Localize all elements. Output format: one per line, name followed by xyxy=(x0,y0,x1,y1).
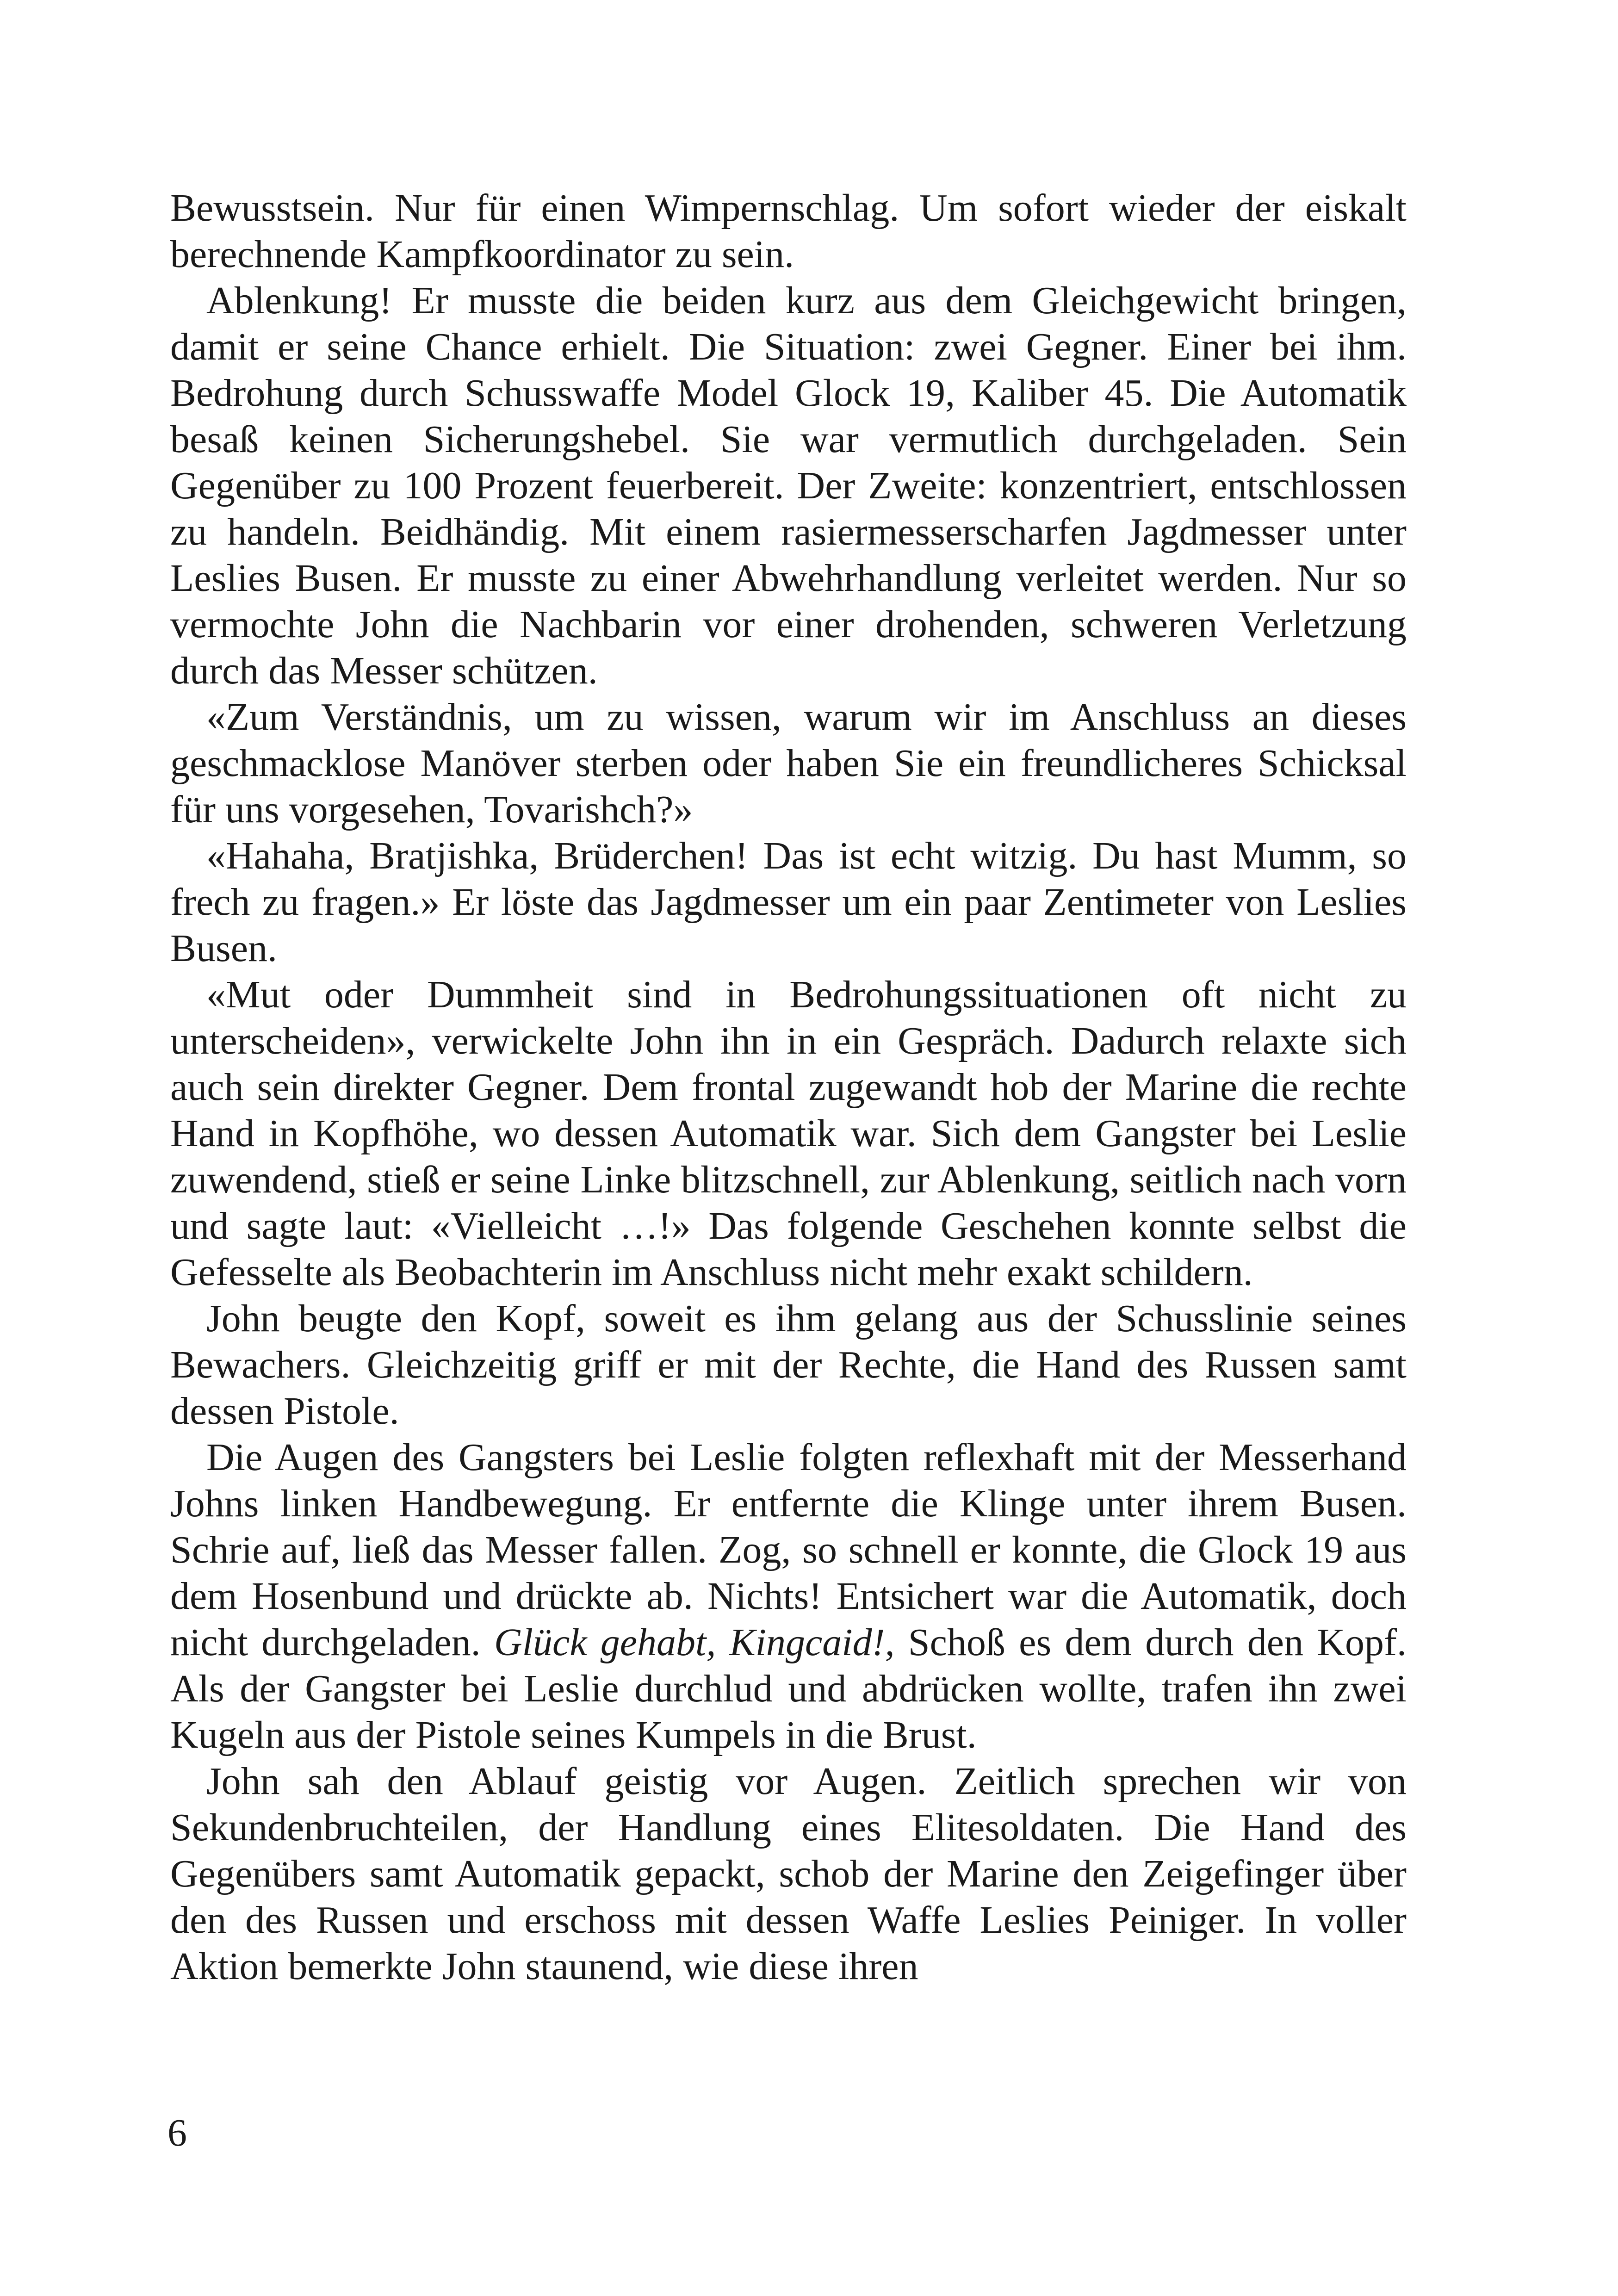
paragraph-5: «Mut oder Dummheit sind in Bedrohungssituationen oft nicht zu unterscheiden», verwickelte John ihn in ein Gespräch. Dadurch relaxte sich auch sein direkter Gegner. Dem frontal zugewandt hob der Marine die rechte Hand in Kopfhöhe, wo dessen Automatik war. Sich dem Gangster bei Leslie zuwendend, stieß er seine Linke blitzschnell, zur Ablenkung, seitlich nach vorn und sagte laut: «Vielleicht …!» Das folgende Geschehen konnte selbst die Gefesselte als Beobachterin im Anschluss nicht mehr exakt schildern. xyxy=(170,973,1407,1294)
paragraph-3: «Zum Verständnis, um zu wissen, warum wir im Anschluss an dieses geschmacklose Manöver sterben oder haben Sie ein freundlicheres Schicksal für uns vorgesehen, Tovarishch?» xyxy=(170,695,1407,831)
paragraph-7-text-before: Die Augen des Gangsters bei Leslie folgten reflexhaft mit der Messerhand Johns linken Handbewegung. Er entfernte die Klinge unter ihrem Busen. Schrie auf, ließ das Messer fallen. Zog, so schnell er konnte, die Glock 19 aus dem Hosenbund und drückte ab. Nichts! Entsichert war die Automatik, doch nicht durchgeladen. xyxy=(170,1436,1407,1664)
paragraph-4: «Hahaha, Bratjishka, Brüderchen! Das ist echt witzig. Du hast Mumm, so frech zu fragen.» Er löste das Jagdmesser um ein paar Zentimeter von Leslies Busen. xyxy=(170,834,1407,970)
paragraph-2: Ablenkung! Er musste die beiden kurz aus dem Gleichgewicht bringen, damit er seine Chance erhielt. Die Situation: zwei Gegner. Einer bei ihm. Bedrohung durch Schusswaffe Model Glock 19, Kaliber 45. Die Automatik besaß keinen Sicherungshebel. Sie war vermutlich durchgeladen. Sein Gegenüber zu 100 Prozent feuerbereit. Der Zweite: konzentriert, entschlossen zu handeln. Beidhändig. Mit einem rasiermesserscharfen Jagdmesser unter Leslies Busen. Er musste zu einer Abwehrhandlung verleitet werden. Nur so vermochte John die Nachbarin vor einer drohenden, schweren Verletzung durch das Messer schützen. xyxy=(170,279,1407,692)
paragraph-7-italic-thought: Glück gehabt, Kingcaid!, xyxy=(494,1621,895,1664)
paragraph-6: John beugte den Kopf, soweit es ihm gelang aus der Schusslinie seines Bewachers. Gleichzeitig griff er mit der Rechte, die Hand des Russen samt dessen Pistole. xyxy=(170,1297,1407,1433)
paragraph-8: John sah den Ablauf geistig vor Augen. Zeitlich sprechen wir von Sekundenbruchteilen, der Handlung eines Elitesoldaten. Die Hand des Gegenübers samt Automatik gepackt, schob der Marine den Zeigefinger über den des Russen und erschoss mit dessen Waffe Leslies Peiniger. In voller Aktion bemerkte John staunend, wie diese ihren xyxy=(170,1760,1407,1988)
paragraph-7-text-after: Schoß es dem durch den Kopf. Als der Gangster bei Leslie durchlud und abdrücken wollte, trafen ihn zwei Kugeln aus der Pistole seines Kumpels in die Brust. xyxy=(170,1621,1407,1756)
paragraph-1: Bewusstsein. Nur für einen Wimpernschlag. Um sofort wieder der eiskalt berechnende Kampfkoordinator zu sein. xyxy=(170,186,1407,276)
body-text xyxy=(170,185,1407,1990)
paragraph-7 xyxy=(170,1434,1407,1758)
page-number: 6 xyxy=(167,2111,187,2154)
